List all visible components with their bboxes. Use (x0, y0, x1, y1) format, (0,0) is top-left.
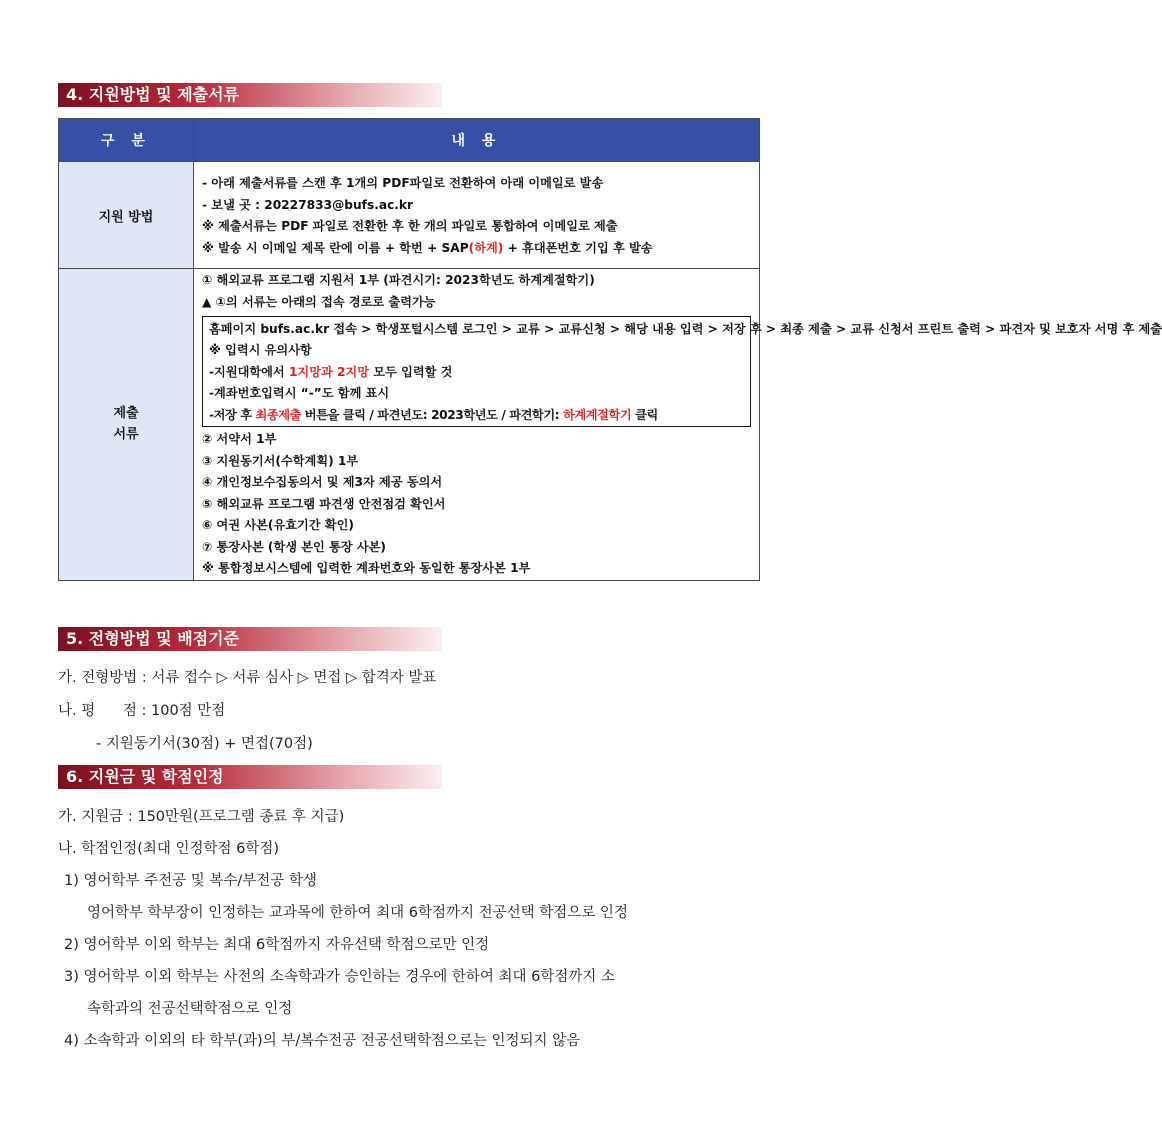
row-label-documents (59, 269, 194, 581)
credit-item-1-detail: 영어학부 학부장이 인정하는 교과목에 한하여 최대 6학점까지 전공선택 학점으로 인정 (87, 905, 628, 921)
doc-item-note: ※ 통합정보시스템에 입력한 계좌번호와 동일한 통장사본 1부 (202, 561, 531, 575)
grant-amount: 가. 지원금 : 150만원(프로그램 종료 후 지급) (58, 809, 345, 825)
table-row (59, 269, 760, 581)
header-content: 내 용 (194, 119, 760, 162)
method-line-4-pre: ※ 발송 시 이메일 제목 란에 이름 + 학번 + SAP (202, 240, 469, 255)
note-1-pre: -지원대학에서 (209, 364, 289, 379)
access-path-text: 홈페이지 bufs.ac.kr 접속 > 학생포털시스템 로그인 > 교류 > 교류신청 > 해당 내용 입력 > 저장 후 > 최종 제출 > 교류 신청서 프린트 출력 > 파견자 및 보호자 서명 후 제출 (209, 322, 1162, 336)
method-line-4 (202, 238, 751, 260)
scoring: 나. 평 점 : 100점 만점 (58, 703, 226, 719)
input-notes-title: ※ 입력시 유의사항 (209, 343, 312, 357)
method-line-4-highlight: (하계) (468, 240, 504, 255)
note-1-highlight: 1지망과 2지망 (288, 364, 370, 379)
credit-item-4: 4) 소속학과 이외의 타 학부(과)의 부/복수전공 전공선택학점으로는 인정되지 않음 (64, 1033, 581, 1049)
doc-item-4: ④ 개인정보수집동의서 및 제3자 제공 동의서 (202, 475, 443, 489)
note-3-mid: 버튼을 클릭 / 파견년도: 2023학년도 / 파견학기: (300, 407, 564, 422)
table-row (59, 162, 760, 269)
selection-method: 가. 전형방법 : 서류 접수 ▷ 서류 심사 ▷ 면접 ▷ 합격자 발표 (58, 670, 437, 686)
input-note-3 (209, 405, 744, 427)
credit-recognition: 나. 학점인정(최대 인정학점 6학점) (58, 841, 280, 857)
note-3-highlight-2: 하계계절학기 (563, 407, 632, 422)
doc-item-1-note: ▲ ①의 서류는 아래의 접속 경로로 출력가능 (202, 294, 436, 309)
doc-item-2: ② 서약서 1부 (202, 432, 277, 446)
note-3-post: 클릭 (631, 407, 658, 422)
credit-item-2: 2) 영어학부 이외 학부는 최대 6학점까지 자유선택 학점으로만 인정 (64, 937, 490, 953)
input-note-2: -계좌번호입력시 “-”도 함께 표시 (209, 386, 390, 400)
label-line-1: 제출 (113, 406, 139, 422)
doc-item-6: ⑥ 여권 사본(유효기간 확인) (202, 518, 354, 532)
application-table (58, 118, 1162, 581)
method-line-4-post: + 휴대폰번호 기입 후 발송 (503, 240, 653, 255)
doc-item-3: ③ 지원동기서(수학계획) 1부 (202, 453, 359, 468)
method-line-2: - 보낼 곳 : 20227833@bufs.ac.kr (202, 197, 414, 212)
note-3-pre: -저장 후 (209, 407, 256, 422)
method-line-1: - 아래 제출서류를 스캔 후 1개의 PDF파일로 전환하여 아래 이메일로 발송 (202, 176, 604, 190)
doc-item-5: ⑤ 해외교류 프로그램 파견생 안전점검 확인서 (202, 496, 446, 511)
section-6-title: 6. 지원금 및 학점인정 (58, 765, 442, 789)
section-5-title: 5. 전형방법 및 배점기준 (58, 627, 442, 651)
section-4-title: 4. 지원방법 및 제출서류 (58, 83, 442, 107)
credit-item-3-cont: 속학과의 전공선택학점으로 인정 (87, 1001, 293, 1017)
note-3-highlight-1: 최종제출 (255, 407, 301, 422)
scoring-detail: - 지원동기서(30점) + 면접(70점) (96, 736, 313, 752)
label-line-2: 서류 (113, 427, 139, 443)
row-label-method: 지원 방법 (59, 162, 194, 269)
row-content-method (194, 162, 760, 269)
credit-item-3: 3) 영어학부 이외 학부는 사전의 소속학과가 승인하는 경우에 한하여 최대 6학점까지 소 (64, 969, 616, 985)
doc-item-1: ① 해외교류 프로그램 지원서 1부 (파견시기: 2023학년도 하계계절학기) (202, 273, 595, 287)
input-note-1 (209, 362, 744, 384)
note-1-post: 모두 입력할 것 (369, 364, 453, 379)
credit-item-1: 1) 영어학부 주전공 및 복수/부전공 학생 (64, 873, 317, 889)
row-content-documents (194, 269, 1162, 581)
access-path-box (202, 316, 1162, 427)
doc-item-7: ⑦ 통장사본 (학생 본인 통장 사본) (202, 539, 386, 554)
table-header-row (59, 119, 760, 162)
method-line-3: ※ 제출서류는 PDF 파일로 전환한 후 한 개의 파일로 통합하여 이메일로 제출 (202, 219, 618, 233)
header-category: 구 분 (59, 119, 194, 162)
